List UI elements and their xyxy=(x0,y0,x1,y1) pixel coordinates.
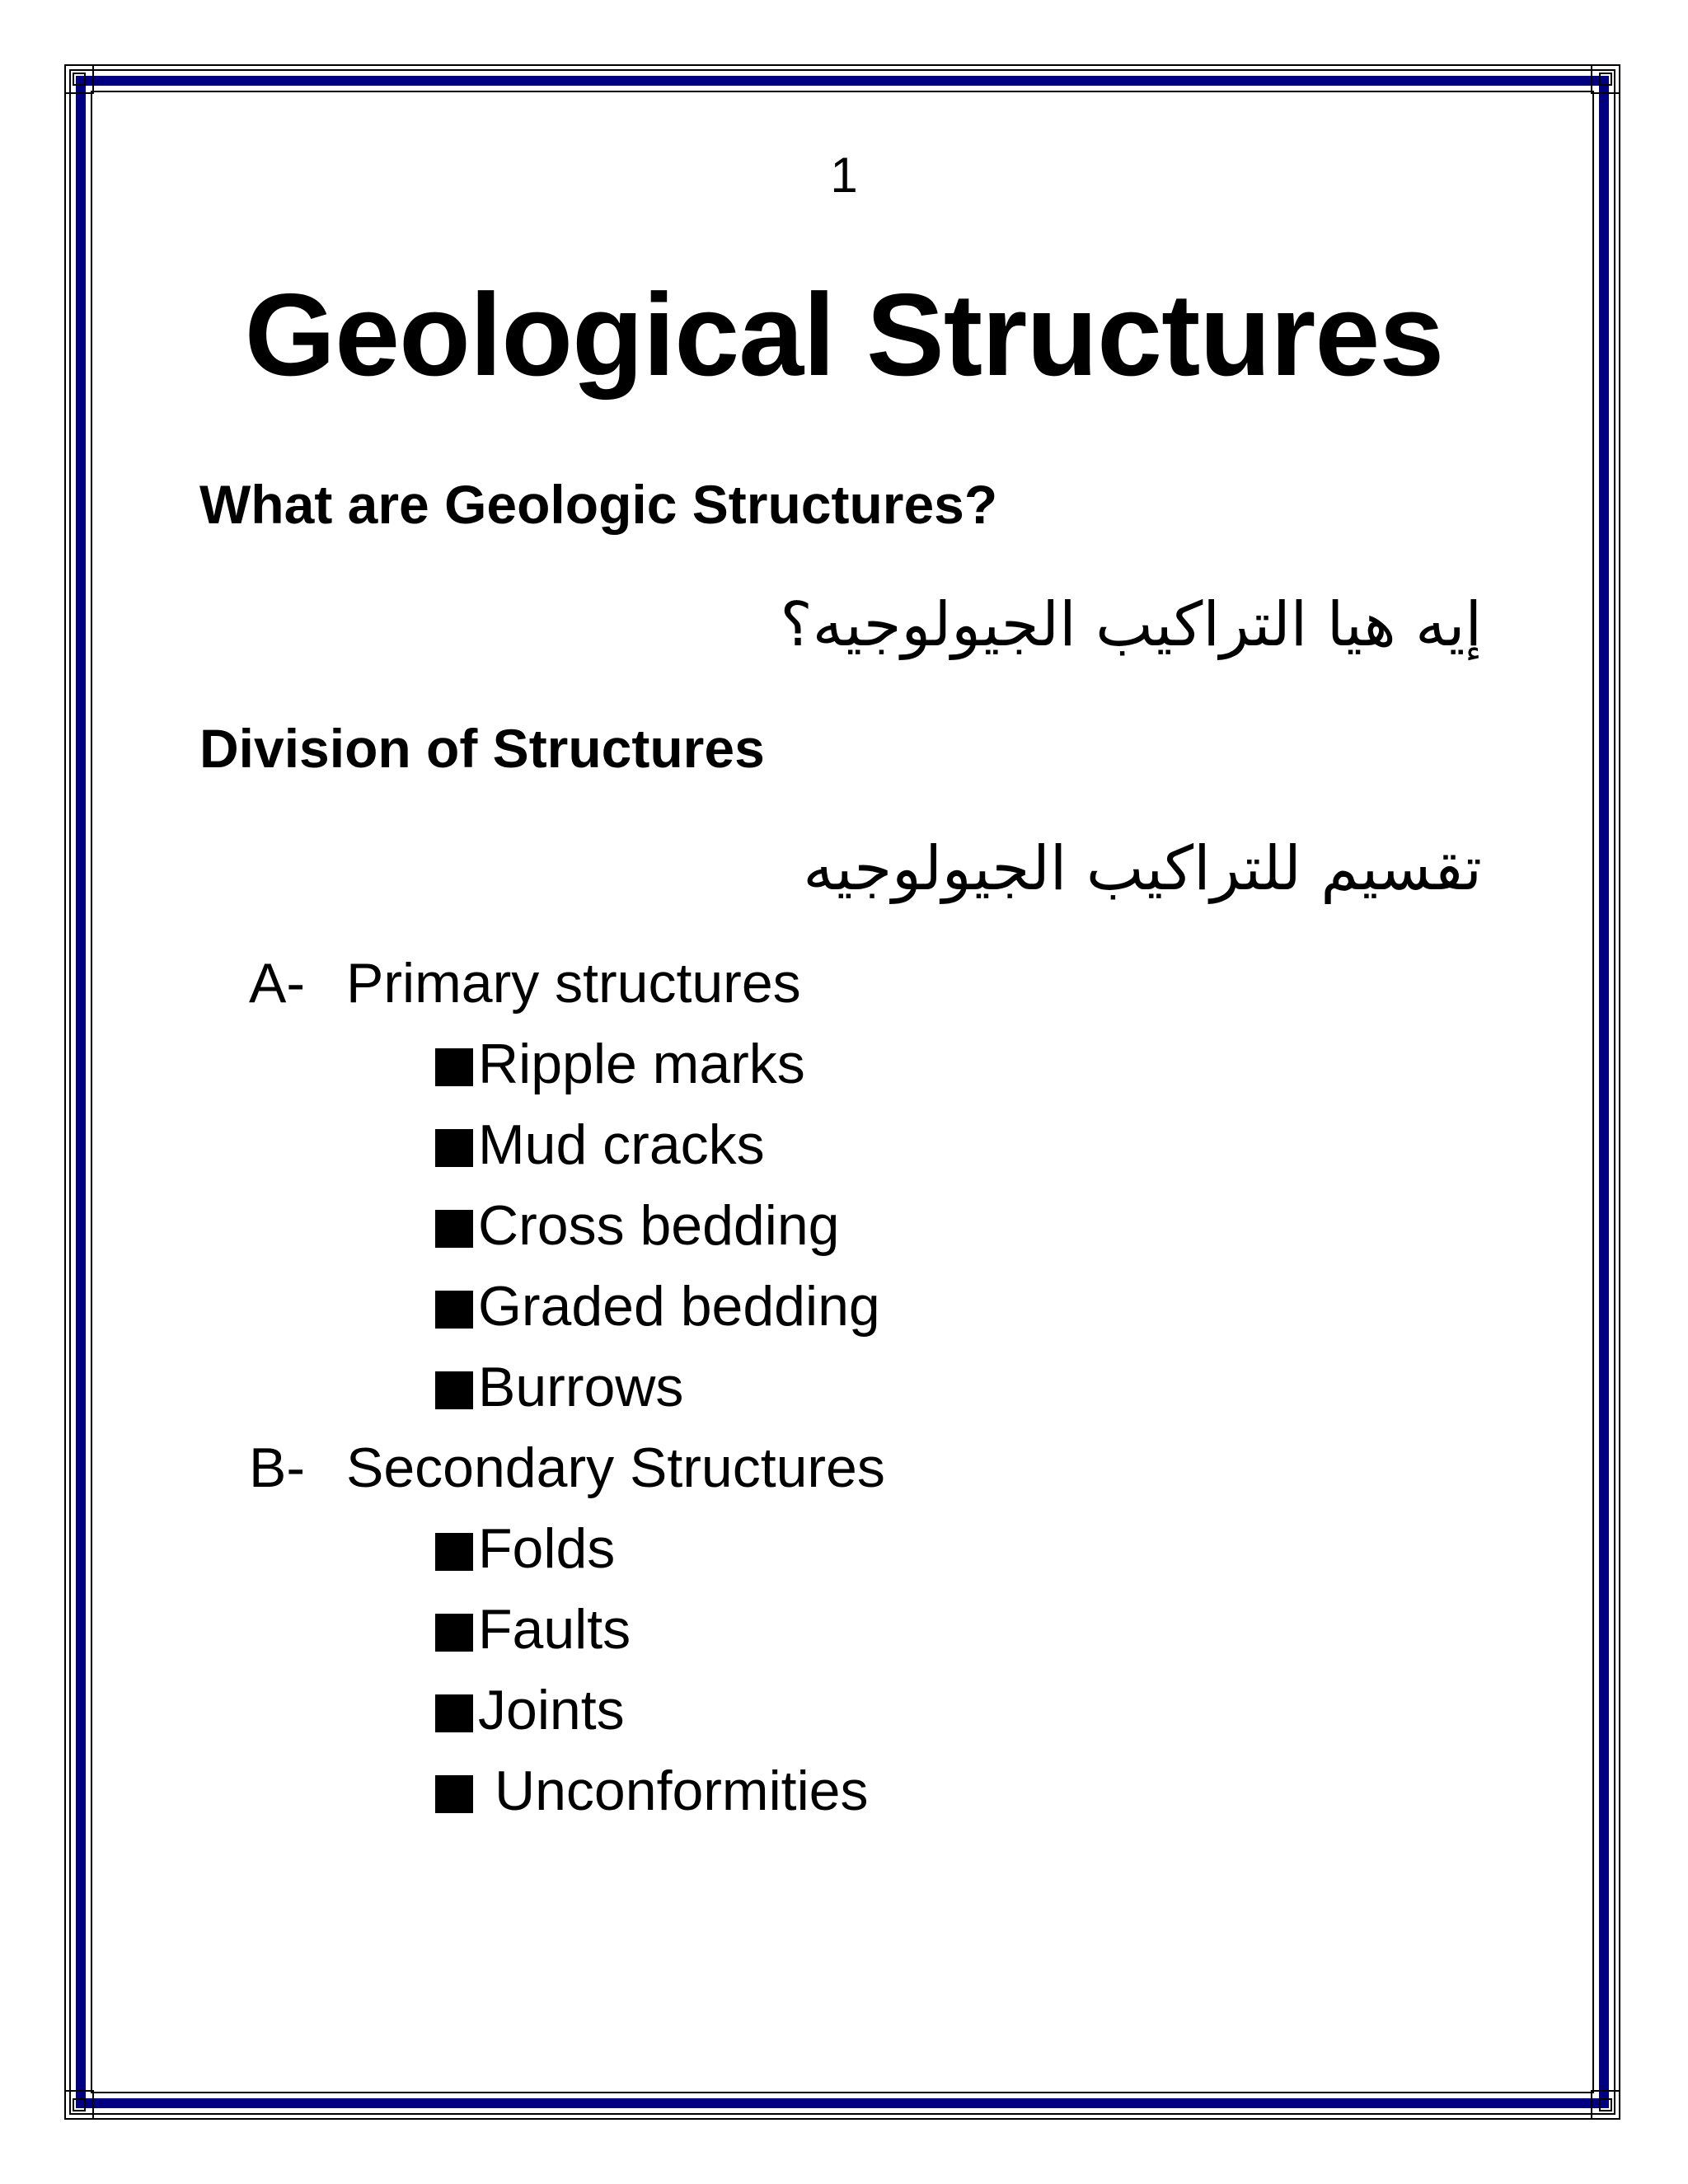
list-item-label: Joints xyxy=(478,1679,625,1741)
list-item-label: Unconformities xyxy=(495,1760,869,1822)
list-item-label: Faults xyxy=(478,1598,631,1661)
list-item xyxy=(435,1675,625,1746)
corner-ornament-top-right xyxy=(1591,64,1620,94)
section-heading-division: Division of Structures xyxy=(199,718,765,779)
division-marker: B- xyxy=(249,1436,305,1499)
black-square-icon xyxy=(435,1371,473,1409)
list-item-label: Ripple marks xyxy=(478,1033,805,1095)
list-item-label: Cross bedding xyxy=(478,1194,840,1257)
black-square-icon xyxy=(435,1533,473,1571)
list-item xyxy=(435,1755,869,1826)
list-item-label: Mud cracks xyxy=(478,1113,765,1176)
division-label: Secondary Structures xyxy=(346,1436,885,1499)
division-primary xyxy=(249,948,801,1019)
list-item-label: Graded bedding xyxy=(478,1275,880,1338)
division-label: Primary structures xyxy=(346,952,801,1015)
black-square-icon xyxy=(435,1291,473,1329)
list-item xyxy=(435,1352,683,1422)
black-square-icon xyxy=(435,1694,473,1732)
black-square-icon xyxy=(435,1048,473,1086)
list-item xyxy=(435,1513,615,1584)
black-square-icon xyxy=(435,1129,473,1167)
list-item xyxy=(435,1109,765,1180)
section-arabic-division: تقسيم للتراكيب الجيولوجيه xyxy=(803,833,1482,904)
section-arabic-what-are: إيه هيا التراكيب الجيولوجيه؟ xyxy=(780,589,1482,660)
list-item xyxy=(435,1594,631,1665)
page-number: 1 xyxy=(830,148,858,203)
list-item xyxy=(435,1271,880,1342)
corner-ornament-top-left xyxy=(64,64,94,94)
section-heading-what-are: What are Geologic Structures? xyxy=(199,474,998,535)
corner-ornament-bottom-left xyxy=(64,2090,94,2120)
list-item xyxy=(435,1029,805,1099)
black-square-icon xyxy=(435,1210,473,1248)
corner-ornament-bottom-right xyxy=(1591,2090,1620,2120)
list-item-label: Folds xyxy=(478,1517,616,1580)
division-secondary xyxy=(249,1432,885,1503)
black-square-icon xyxy=(435,1775,473,1813)
black-square-icon xyxy=(435,1614,473,1652)
list-item xyxy=(435,1190,839,1261)
division-marker: A- xyxy=(249,952,305,1015)
page-title: Geological Structures xyxy=(244,269,1444,401)
list-item-label: Burrows xyxy=(478,1356,684,1418)
